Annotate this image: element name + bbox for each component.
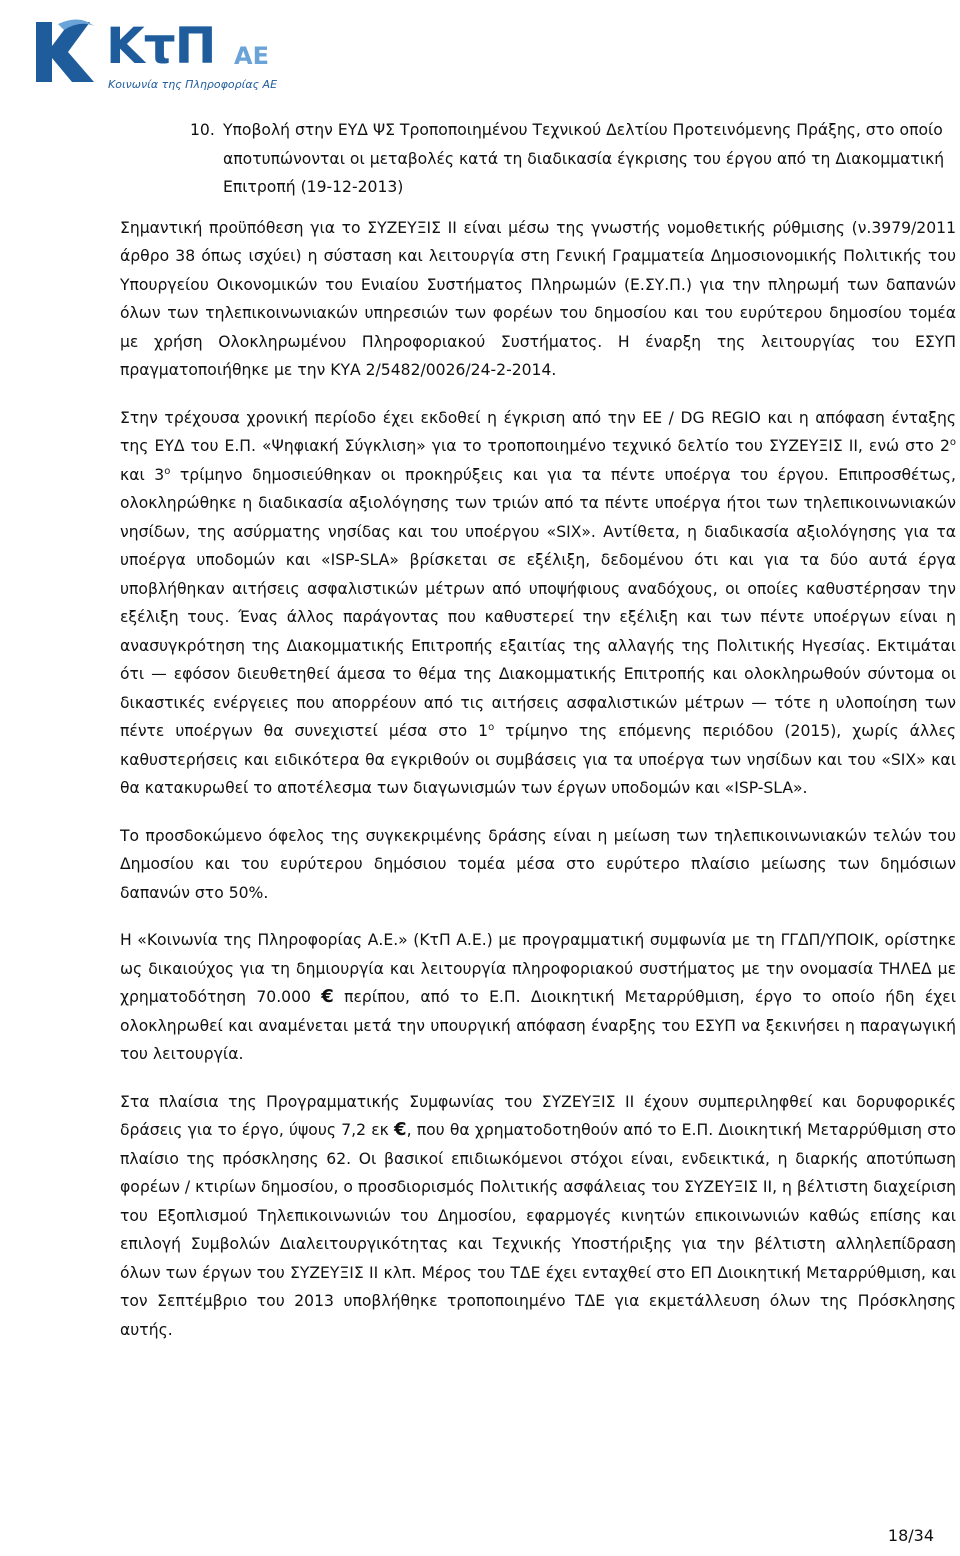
paragraph-esyp: Σημαντική προϋπόθεση για το ΣΥΖΕΥΞΙΣ ΙΙ είναι μέσω της γνωστής νομοθετικής ρύθμισης (ν.3979/2011 άρθρο 38 όπως ισχύει) η σύσταση και λειτουργία στη Γενική Γραμματεία Δημοσιονομικής Πολιτικής του Υπουργείου Οικονομικών του Ενιαίου Συστήματος Πληρωμών (Ε.ΣΥ.Π.) για την πληρωμή των δαπανών όλων των τηλεπικοινωνιακών υπηρεσιών των φορέων του δημοσίου και του ευρύτερου δημοσίου τομέα με χρήση Ολοκληρωμένου Πληροφοριακού Συστήματος. Η έναρξη της λειτουργίας του ΕΣΥΠ πραγματοποιήθηκε με την ΚΥΑ 2/5482/0026/24-2-2014. <box>120 218 956 379</box>
logo-subtitle: Κοινωνία της Πληροφορίας ΑΕ <box>108 78 278 91</box>
list-item-number: 10. <box>190 121 215 139</box>
paragraph-satellite-actions: Στα πλαίσια της Προγραμματικής Συμφωνίας του ΣΥΖΕΥΞΙΣ ΙΙ έχουν συμπεριληφθεί και δορυφορικές δράσεις για το έργο, ύψους 7,2 εκ €, που θα χρηματοδοτηθούν από το Ε.Π. Διοικητική Μεταρρύθμιση στο πλαίσιο της πρόσκλησης 62. Οι βασικοί επιδιωκόμενοι στόχοι είναι, ενδεικτικά, η διαρκής αποτύπωση φορέων / κτιρίων δημοσίου, ο προσδιορισμός Πολιτικής ασφάλειας του ΣΥΖΕΥΞΙΣ ΙΙ, η βέλτιστη διαχείριση του Εξοπλισμού Τηλεπικοινωνιών του Δημοσίου, εφαρμογές κινητών επικοινωνιών καθώς επίσης και επιλογή Συμβολών Διαλειτουργικότητας και Τεχνικής Υποστήριξης για την βέλτιστη αλληλεπίδραση όλων των έργων του ΣΥΖΕΥΞΙΣ ΙΙ κλπ. Μέρος του ΤΔΕ έχει ενταχθεί στο ΕΠ Διοικητική Μεταρρύθμιση, και τον Σεπτέμβριο του 2013 υποβλήθηκε τροποποιημένο ΤΔΕ για εκμετάλλευση όλων της Πρόσκλησης αυτής. <box>120 1092 957 1339</box>
logo-mark: ΚτΠ <box>106 17 216 75</box>
paragraph-ktp: Η «Κοινωνία της Πληροφορίας Α.Ε.» (ΚτΠ Α.Ε.) με προγραμματική συμφωνία με τη ΓΓΔΠ/ΥΠΟΙΚ, ορίστηκε ως δικαιούχος για τη δημιουργία και λειτουργία πληροφοριακού συστήματος με την ονομασία ΤΗΛΕΔ με χρηματοδότηση 70.000 € περίπου, από το Ε.Π. Διοικητική Μεταρρύθμιση, έργο το οποίο ήδη έχει ολοκληρωθεί και αναμένεται μετά την υπουργική απόφαση έναρξης του ΕΣΥΠ να ξεκινήσει η παραγωγική του λειτουργία. <box>120 931 957 1063</box>
company-logo <box>28 10 288 102</box>
document-body <box>120 116 956 1363</box>
logo-emblem-icon <box>28 10 104 90</box>
paragraph-progress: Στην τρέχουσα χρονική περίοδο έχει εκδοθεί η έγκριση από την ΕΕ / DG REGIO και η απόφαση ένταξης της ΕΥΔ του Ε.Π. «Ψηφιακή Σύγκλιση» για το τροποποιημένο τεχνικό δελτίο του ΣΥΖΕΥΞΙΣ ΙΙ, ενώ στο $2^o$ και $3^o$ τρίμηνο δημοσιεύθηκαν οι προκηρύξεις και για τα πέντε υποέργα του έργου. Επιπροσθέτως, ολοκληρώθηκε η διαδικασία αξιολόγησης των τριών από τα πέντε υποέργα ήτοι των τηλεπικοινωνιακών νησίδων, της ασύρματης νησίδας και του υποέργου «SIX». Αντίθετα, η διαδικασία αξιολόγησης για τα υποέργα υποδομών και «ISP-SLA» βρίσκεται σε εξέλιξη, δεδομένου ότι και για τα δύο αυτά έργα υποβλήθηκαν αιτήσεις ασφαλιστικών μέτρων από υποψήφιους αναδόχους, οι οποίες καθυστέρησαν την εξέλιξη τους. Ένας άλλος παράγοντας που καθυστερεί την εξέλιξη και των πέντε υποέργων είναι η ανασυγκρότηση της Διακομματικής Επιτροπής εξαιτίας της αλλαγής της Πολιτικής Ηγεσίας. Εκτιμάται ότι — εφόσον διευθετηθεί άμεσα το θέμα της Διακομματικής Επιτροπής και ολοκληρωθούν σύντομα οι δικαστικές ενέργειες που απορρέουν από τις αιτήσεις ασφαλιστικών μέτρων — τότε η υλοποίηση των πέντε υποέργων θα συνεχιστεί μέσα στο $1^o$ τρίμηνο της επόμενης περιόδου (2015), χωρίς άλλες καθυστερήσεις και ειδικότερα θα εγκριθούν οι συμβάσεις για τα υποέργα των νησίδων και του «SIX» και θα κατακυρωθεί το αποτέλεσμα των διαγωνισμών των έργων υποδομών και «ISP-SLA». <box>120 408 956 797</box>
list-item-10 <box>0 116 956 202</box>
page-number: 18/34 <box>887 1526 934 1545</box>
logo-suffix: ΑΕ <box>234 42 269 70</box>
list-item-text: Υποβολή στην ΕΥΔ ΨΣ Τροποποιημένου Τεχνικού Δελτίου Προτεινόμενης Πράξης, στο οποίο αποτυπώνονται οι μεταβολές κατά τη διαδικασία έγκρισης του έργου από τη Διακομματική Επιτροπή (19-12-2013) <box>223 121 945 196</box>
paragraph-benefit: Το προσδοκώμενο όφελος της συγκεκριμένης δράσης είναι η μείωση των τηλεπικοινωνιακών τελών του Δημοσίου και του ευρύτερου δημόσιου τομέα μέσα στο ευρύτερο πλαίσιο μείωσης των δημόσιων δαπανών στο 50%. <box>120 826 956 902</box>
euro-sign: € <box>321 986 334 1007</box>
euro-sign: € <box>394 1119 407 1140</box>
